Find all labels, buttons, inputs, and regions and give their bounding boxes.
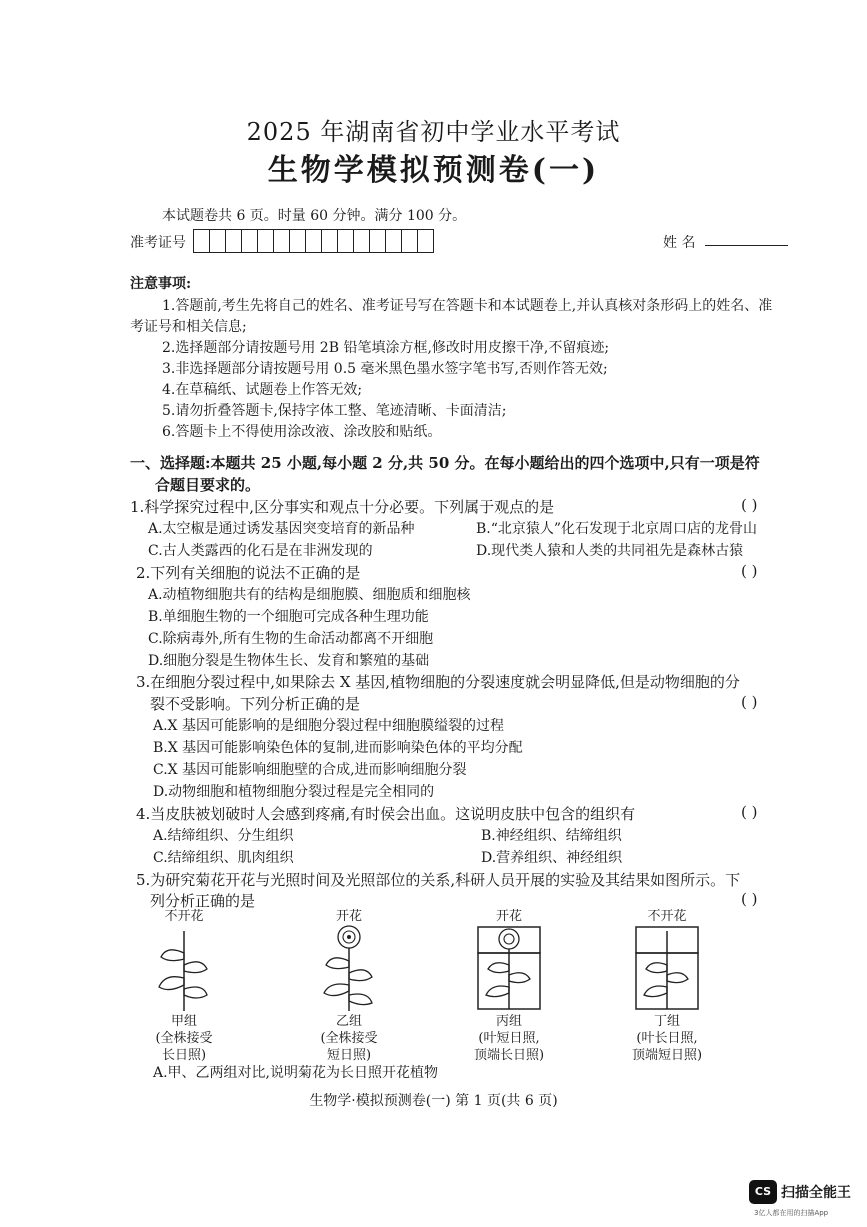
option-c: C.除病毒外,所有生物的生命活动都离不开细胞 [148,631,434,647]
answer-paren: ( ) [741,496,758,514]
result-label: 开花 [335,909,362,924]
answer-paren: ( ) [741,803,758,821]
paper-subtitle: 生物学模拟预测卷(一) [267,153,600,188]
option-d: D.现代类人猿和人类的共同祖先是森林古猿 [476,543,744,559]
notice-item: 1.答题前,考生先将自己的姓名、准考证号写在答题卡和本试题卷上,并认真核对条形码上的姓名、准 [162,298,773,314]
option-a: A.太空椒是通过诱发基因突变培育的新品种 [148,521,415,537]
group-condition: (叶短日照, [478,1031,540,1046]
option-a: A.结缔组织、分生组织 [153,828,294,844]
option-b: B.“北京猿人”化石发现于北京周口店的龙骨山 [476,521,758,537]
option-d: D.动物细胞和植物细胞分裂过程是完全相同的 [153,784,435,800]
answer-paren: ( ) [741,562,758,580]
notice-item: 6.答题卡上不得使用涂改液、涂改胶和贴纸。 [162,424,442,440]
group-condition: 长日照) [161,1048,207,1063]
section-heading: 一、选择题:本题共 25 小题,每小题 2 分,共 50 分。在每小题给出的四个选项中,只有一项是符 [130,454,760,472]
name-field[interactable] [705,245,788,246]
option-d: D.细胞分裂是生物体生长、发育和繁殖的基础 [148,653,430,669]
page-footer: 生物学·模拟预测卷(一) 第 1 页(共 6 页) [309,1093,558,1109]
question-2-stem: 2.下列有关细胞的说法不正确的是 [136,564,361,582]
option-a: A.甲、乙两组对比,说明菊花为长日照开花植物 [153,1065,439,1081]
group-name: 乙组 [335,1014,362,1029]
exam-info: 本试题卷共 6 页。时量 60 分钟。满分 100 分。 [162,208,467,224]
camscanner-logo: CS [749,1180,777,1204]
option-d: D.营养组织、神经组织 [481,850,623,866]
exam-title: 2025 年湖南省初中学业水平考试 [246,118,621,146]
question-5-stem: 5.为研究菊花开花与光照时间及光照部位的关系,科研人员开展的实验及其结果如图所示。下 [136,871,741,889]
option-c: C.古人类露西的化石是在非洲发现的 [148,543,373,559]
question-1-stem: 1.科学探究过程中,区分事实和观点十分必要。下列属于观点的是 [130,498,555,516]
notice-item: 2.选择题部分请按题号用 2B 铅笔填涂方框,修改时用皮擦干净,不留痕迹; [162,340,610,356]
exam-id-label: 准考证号 [130,235,186,251]
group-name: 甲组 [170,1014,197,1029]
answer-paren: ( ) [741,890,758,908]
notice-item: 3.非选择题部分请按题号用 0.5 毫米黑色墨水签字笔书写,否则作答无效; [162,361,608,377]
exam-id-boxes[interactable] [193,229,434,253]
option-b: B.单细胞生物的一个细胞可完成各种生理功能 [148,609,429,625]
option-c: C.X 基因可能影响细胞壁的合成,进而影响细胞分裂 [153,762,467,778]
notice-item: 4.在草稿纸、试题卷上作答无效; [162,382,363,398]
chrysanthemum-plant-icon [149,923,219,1013]
question-4-stem: 4.当皮肤被划破时人会感到疼痛,有时侯会出血。这说明皮肤中包含的组织有 [136,805,636,823]
notice-item: 考证号和相关信息; [130,319,247,335]
option-a: A.动植物细胞共有的结构是细胞膜、细胞质和细胞核 [148,587,471,603]
figure-group-yi [289,905,409,1064]
group-condition: (全株接受 [155,1031,213,1046]
figure-group-ding [607,905,727,1064]
section-heading-cont: 合题目要求的。 [155,476,261,494]
option-c: C.结缔组织、肌肉组织 [153,850,294,866]
notice-heading: 注意事项: [130,276,192,292]
chrysanthemum-flowering-icon [314,923,384,1013]
figure-group-jia [124,905,244,1064]
chrysanthemum-boxed-flowering-icon [474,923,544,1013]
group-condition: 顶端短日照) [631,1048,703,1063]
group-condition: (叶长日照, [636,1031,698,1046]
option-a: A.X 基因可能影响的是细胞分裂过程中细胞膜缢裂的过程 [153,718,504,734]
watermark-title: 扫描全能王 [781,1185,851,1201]
result-label: 开花 [495,909,522,924]
group-condition: (全株接受 [320,1031,378,1046]
option-b: B.X 基因可能影响染色体的复制,进而影响染色体的平均分配 [153,740,523,756]
watermark-subtitle: 3亿人都在用的扫描App [754,1209,829,1217]
figure-group-bing [449,905,569,1064]
option-b: B.神经组织、结缔组织 [481,828,622,844]
question-5-stem-cont: 列分析正确的是 [150,892,256,910]
result-label: 不开花 [164,909,204,924]
group-name: 丙组 [495,1014,522,1029]
result-label: 不开花 [647,909,687,924]
group-condition: 顶端长日照) [473,1048,545,1063]
question-3-stem-cont: 裂不受影响。下列分析正确的是 [150,695,361,713]
chrysanthemum-boxed-plant-icon [632,923,702,1013]
name-label: 姓 名 [663,235,696,251]
answer-paren: ( ) [741,693,758,711]
group-name: 丁组 [653,1014,680,1029]
scanner-watermark [749,1180,854,1220]
question-3-stem: 3.在细胞分裂过程中,如果除去 X 基因,植物细胞的分裂速度就会明显降低,但是动物细胞的分 [136,673,740,691]
notice-item: 5.请勿折叠答题卡,保持字体工整、笔迹清晰、卡面清洁; [162,403,507,419]
group-condition: 短日照) [326,1048,372,1063]
